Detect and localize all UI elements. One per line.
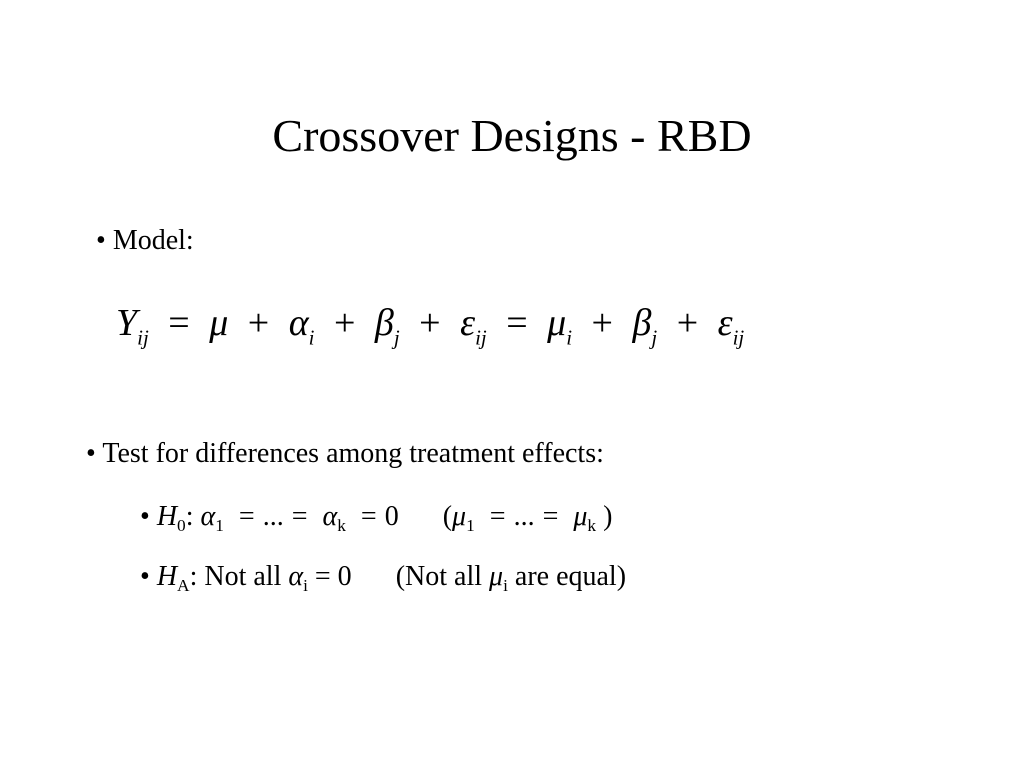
model-label: Model:: [112, 225, 194, 256]
bullet-glyph: •: [140, 501, 150, 532]
slide-title: Crossover Designs - RBD: [272, 110, 752, 161]
bullet-alt-hypothesis: • $H_A$: Not all $\alpha_i = 0$ (Not all $\mu_i$ are equal): [140, 561, 627, 596]
bullet-glyph: •: [86, 438, 96, 469]
bullet-null-hypothesis: • $H_0$: $\alpha_1$ = ... = $\alpha_k = 0$ ($\mu_1$ = ... = $\mu_k$ ): [140, 501, 613, 536]
bullet-glyph: •: [140, 561, 150, 592]
test-label: Test for differences among treatment effects:: [102, 438, 604, 469]
bullet-glyph: •: [96, 225, 106, 256]
bullet-test: [86, 437, 604, 471]
model-equation: $Y_{ij} = \mu + \alpha_i + \beta_j + \varepsilon_{ij} = \mu_i + \beta_j + \varepsilon_{ij}$: [116, 302, 745, 350]
bullet-model: [96, 224, 194, 258]
